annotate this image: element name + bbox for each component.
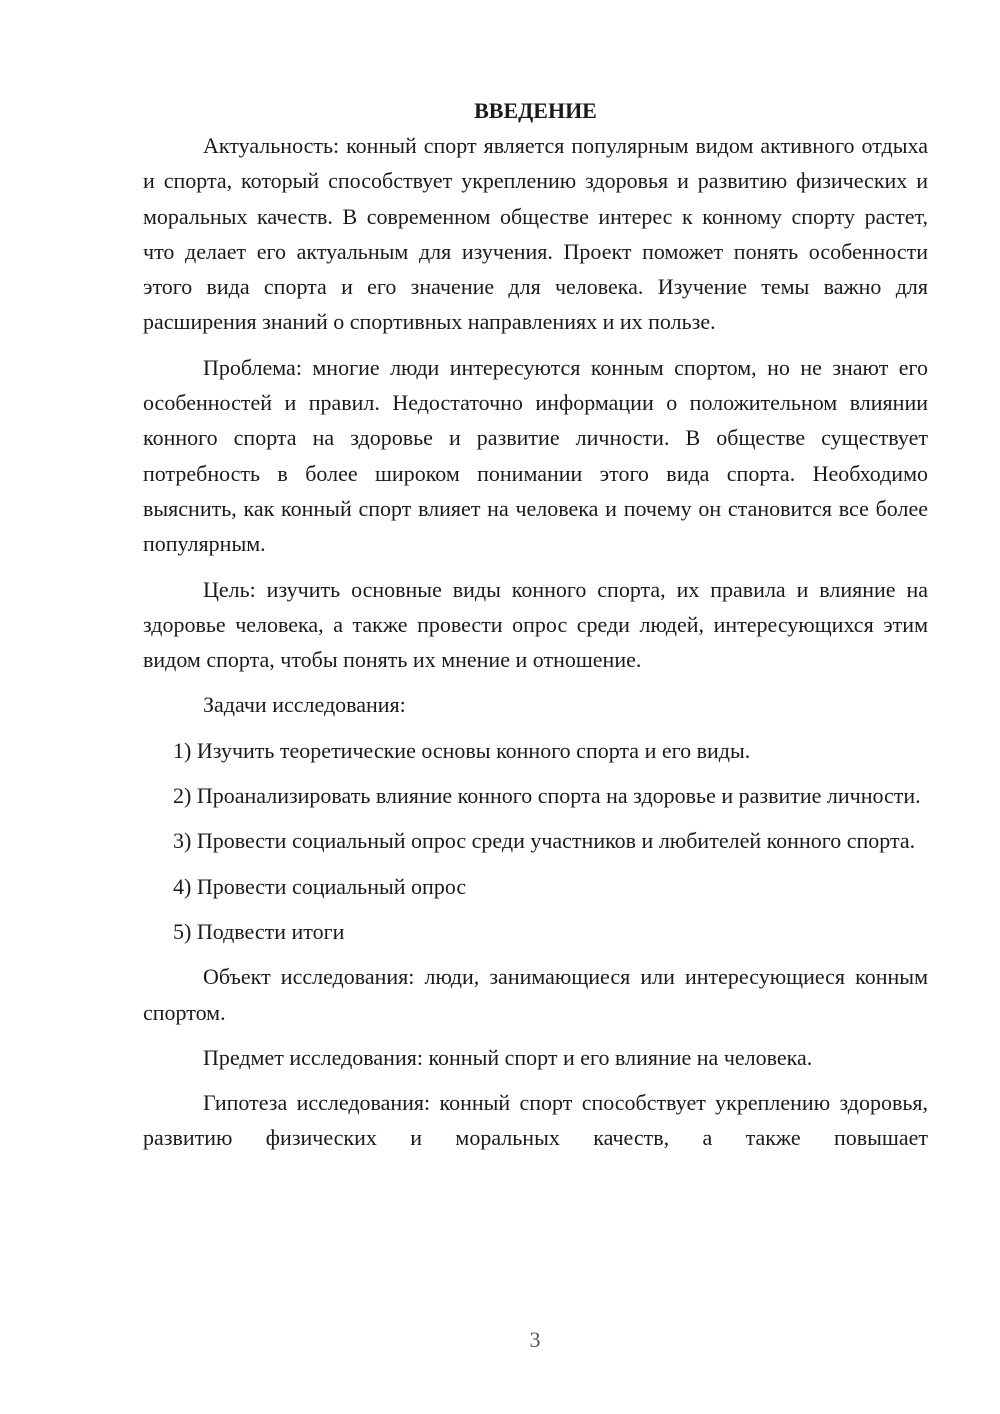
section-heading: ВВЕДЕНИЕ [474, 98, 597, 123]
task-item: 5) Подвести итоги [173, 918, 345, 944]
page-number: 3 [529, 1327, 541, 1352]
problem-paragraph: Проблема: многие люди интересуются конным спортом, но не знают его особенностей и правил. Недостаточно информации о положительном влиянии конного спорта на здоровье и развитие личности. В обществе существует потребность в более широком понимании этого вида спорта. Необходимо выяснить, как конный спорт влияет на человека и почему он становится все более популярным. [143, 354, 928, 557]
tasks-title: Задачи исследования: [203, 692, 406, 718]
task-item: 4) Провести социальный опрос [173, 873, 467, 899]
task-item: 3) Провести социальный опрос среди участников и любителей конного спорта. [173, 828, 916, 854]
relevance-paragraph: Актуальность: конный спорт является популярным видом активного отдыха и спорта, который способствует укреплению здоровья и развитию физических и моральных качеств. В современном обществе интерес к конному спорту растет, что делает его актуальным для изучения. Проект поможет понять особенности этого вида спорта и его значение для человека. Изучение темы важно для расширения знаний о спортивных направлениях и их пользе. [143, 133, 928, 335]
subject-paragraph: Предмет исследования: конный спорт и его влияние на человека. [203, 1044, 813, 1070]
task-item: 1) Изучить теоретические основы конного спорта и его виды. [173, 737, 751, 763]
document-page [143, 93, 928, 1156]
task-item: 2) Проанализировать влияние конного спорта на здоровье и развитие личности. [173, 783, 921, 809]
hypothesis-paragraph: Гипотеза исследования: конный спорт способствует укреплению здоровья, развитию физических и моральных качеств, а также повышает [143, 1090, 928, 1151]
goal-paragraph: Цель: изучить основные виды конного спорта, их правила и влияние на здоровье человека, а также провести опрос среди людей, интересующихся этим видом спорта, чтобы понять их мнение и отношение. [143, 576, 928, 673]
object-paragraph: Объект исследования: люди, занимающиеся или интересующиеся конным спортом. [143, 964, 928, 1025]
